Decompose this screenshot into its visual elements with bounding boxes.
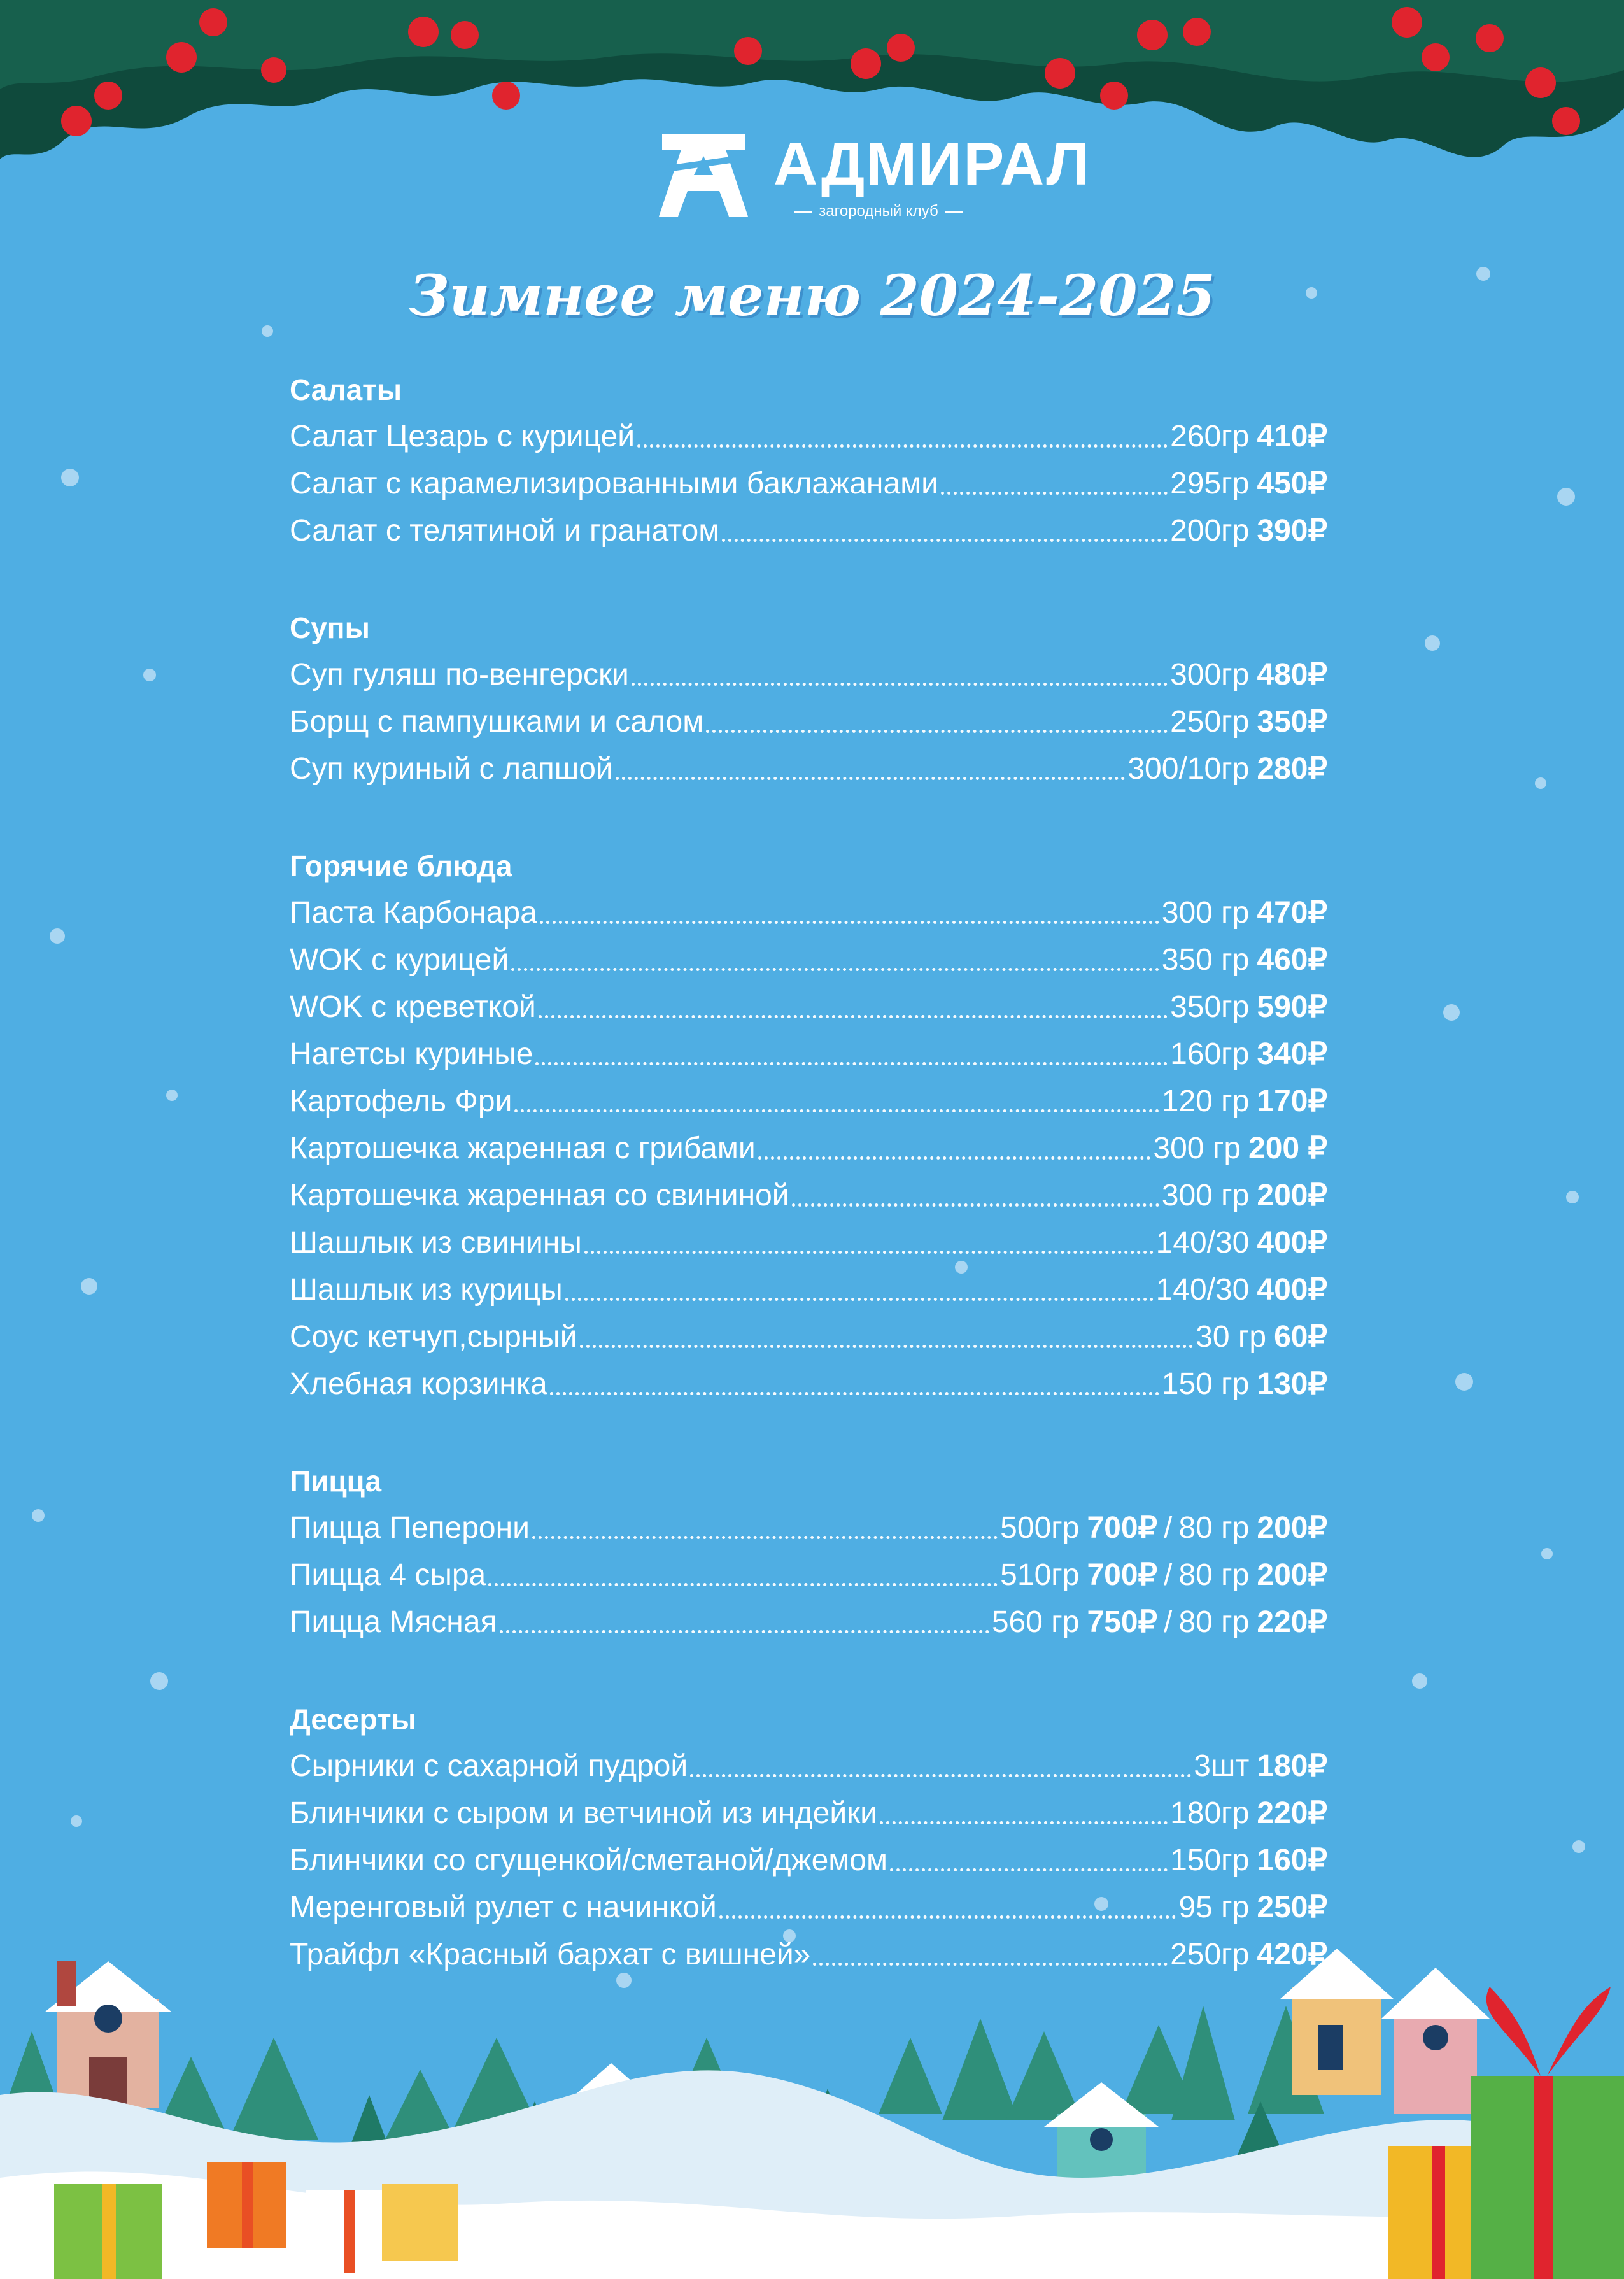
menu-item xyxy=(290,1884,1327,1931)
item-weight: 150гр xyxy=(1170,1843,1250,1877)
dot-leader xyxy=(880,1821,1168,1824)
menu-item xyxy=(290,890,1327,937)
item-weight: 250гр xyxy=(1170,1938,1250,1971)
item-weight-small: 80 гр xyxy=(1178,1558,1250,1592)
item-name: Борщ с пампушками и салом xyxy=(290,705,704,739)
item-weight: 295гр xyxy=(1170,467,1250,501)
item-name: Суп гуляш по-венгерски xyxy=(290,658,629,692)
item-name: Салат с карамелизированными баклажанами xyxy=(290,467,938,501)
item-weight: 350гр xyxy=(1170,990,1250,1024)
item-name: Шашлык из курицы xyxy=(290,1273,563,1307)
item-weight: 3шт xyxy=(1194,1749,1250,1783)
dot-leader xyxy=(758,1156,1151,1160)
section-title: Салаты xyxy=(290,373,402,406)
item-weight: 120 гр xyxy=(1161,1084,1250,1118)
item-price: 60₽ xyxy=(1274,1320,1327,1354)
dot-leader xyxy=(584,1251,1154,1254)
item-price: 400₽ xyxy=(1257,1273,1327,1307)
dot-leader xyxy=(706,730,1168,733)
menu-item xyxy=(290,1931,1327,1978)
item-name: Трайфл «Красный бархат с вишней» xyxy=(290,1938,811,1971)
item-name: Меренговый рулет с начинкой xyxy=(290,1891,717,1924)
item-weight: 30 гр xyxy=(1196,1320,1267,1354)
dot-leader xyxy=(719,1915,1176,1919)
item-price: 180₽ xyxy=(1257,1749,1327,1783)
item-name: Картофель Фри xyxy=(290,1084,512,1118)
item-weight: 160гр xyxy=(1170,1037,1250,1071)
item-price: 390₽ xyxy=(1257,514,1327,548)
menu-item xyxy=(290,508,1327,555)
menu-item xyxy=(290,460,1327,508)
menu-item xyxy=(290,984,1327,1031)
item-price: 590₽ xyxy=(1257,990,1327,1024)
menu-item xyxy=(290,699,1327,746)
menu-item xyxy=(290,1219,1327,1267)
item-weight: 500гр xyxy=(1000,1511,1080,1545)
dot-leader xyxy=(565,1298,1154,1301)
item-price-small: 220₽ xyxy=(1257,1605,1327,1639)
menu-item xyxy=(290,651,1327,699)
price-separator: / xyxy=(1164,1605,1173,1639)
brand-name: АДМИРАЛ xyxy=(773,130,1091,198)
dot-leader xyxy=(890,1868,1168,1871)
item-name: Картошечка жаренная с грибами xyxy=(290,1132,756,1165)
item-name: Блинчики со сгущенкой/сметаной/джемом xyxy=(290,1843,887,1877)
item-weight: 300 гр xyxy=(1161,896,1250,930)
item-weight: 510гр xyxy=(1000,1558,1080,1592)
menu-section xyxy=(290,1458,1327,1646)
menu-list xyxy=(290,366,1327,2028)
menu-section xyxy=(290,604,1327,793)
menu-item xyxy=(290,413,1327,460)
item-name: Соус кетчуп,сырный xyxy=(290,1320,577,1354)
item-name: Картошечка жаренная со свининой xyxy=(290,1179,789,1212)
item-weight-small: 80 гр xyxy=(1178,1511,1250,1545)
price-separator: / xyxy=(1164,1511,1173,1545)
item-price: 420₽ xyxy=(1257,1938,1327,1971)
item-weight: 350 гр xyxy=(1161,943,1250,977)
item-price: 340₽ xyxy=(1257,1037,1327,1071)
item-weight: 250гр xyxy=(1170,705,1250,739)
item-price: 700₽ xyxy=(1087,1558,1158,1592)
item-price: 410₽ xyxy=(1257,420,1327,453)
item-weight: 300 гр xyxy=(1161,1179,1250,1212)
dot-leader xyxy=(539,1015,1168,1018)
item-price: 750₽ xyxy=(1087,1605,1158,1639)
item-weight: 180гр xyxy=(1170,1796,1250,1830)
item-name: Хлебная корзинка xyxy=(290,1367,547,1401)
dot-leader xyxy=(535,1062,1168,1065)
item-price: 460₽ xyxy=(1257,943,1327,977)
item-price: 170₽ xyxy=(1257,1084,1327,1118)
dot-leader xyxy=(511,968,1159,971)
item-name: Салат Цезарь с курицей xyxy=(290,420,635,453)
item-weight: 140/30 xyxy=(1155,1226,1250,1260)
item-weight: 140/30 xyxy=(1155,1273,1250,1307)
menu-item xyxy=(290,1172,1327,1219)
menu-item xyxy=(290,1599,1327,1646)
item-price: 160₽ xyxy=(1257,1843,1327,1877)
dot-leader xyxy=(813,1963,1168,1966)
brand-subtitle: загородный клуб xyxy=(773,204,984,219)
item-name: Нагетсы куриные xyxy=(290,1037,533,1071)
item-price: 700₽ xyxy=(1087,1511,1158,1545)
brand-logo xyxy=(656,115,1091,229)
menu-section xyxy=(290,366,1327,555)
section-title: Супы xyxy=(290,611,370,644)
admiral-logo-icon xyxy=(656,121,751,223)
menu-item xyxy=(290,1361,1327,1408)
item-name: Пицца 4 сыра xyxy=(290,1558,486,1592)
dot-leader xyxy=(722,539,1168,542)
item-price: 200₽ xyxy=(1257,1179,1327,1212)
menu-section xyxy=(290,842,1327,1408)
section-title: Горячие блюда xyxy=(290,849,512,883)
dot-leader xyxy=(488,1583,998,1586)
dot-leader xyxy=(532,1536,998,1539)
page-title: Зимнее меню 2024-2025 xyxy=(409,262,1215,329)
item-weight: 200гр xyxy=(1170,514,1250,548)
menu-item xyxy=(290,1078,1327,1125)
price-separator: / xyxy=(1164,1558,1173,1592)
item-price: 200 ₽ xyxy=(1248,1132,1327,1165)
item-price: 130₽ xyxy=(1257,1367,1327,1401)
item-name: Сырники с сахарной пудрой xyxy=(290,1749,688,1783)
item-name: Пицца Пеперони xyxy=(290,1511,530,1545)
item-name: WOK с курицей xyxy=(290,943,509,977)
item-name: Суп куриный с лапшой xyxy=(290,752,613,786)
menu-item xyxy=(290,1837,1327,1884)
dot-leader xyxy=(637,444,1168,448)
dot-leader xyxy=(632,683,1168,686)
menu-item xyxy=(290,1314,1327,1361)
dot-leader xyxy=(500,1630,989,1633)
dot-leader xyxy=(616,777,1126,780)
dot-leader xyxy=(540,921,1159,924)
menu-item xyxy=(290,1552,1327,1599)
item-price: 250₽ xyxy=(1257,1891,1327,1924)
item-weight: 260гр xyxy=(1170,420,1250,453)
dot-leader xyxy=(550,1392,1159,1395)
menu-item xyxy=(290,746,1327,793)
item-name: WOK с креветкой xyxy=(290,990,536,1024)
item-weight: 300гр xyxy=(1170,658,1250,692)
menu-item xyxy=(290,1125,1327,1172)
dot-leader xyxy=(514,1109,1159,1112)
menu-item xyxy=(290,1743,1327,1790)
dot-leader xyxy=(690,1774,1191,1777)
menu-item xyxy=(290,1031,1327,1078)
item-name: Блинчики с сыром и ветчиной из индейки xyxy=(290,1796,877,1830)
item-price: 220₽ xyxy=(1257,1796,1327,1830)
menu-item xyxy=(290,1505,1327,1552)
section-title: Пицца xyxy=(290,1465,382,1498)
item-weight-small: 80 гр xyxy=(1178,1605,1250,1639)
item-weight: 560 гр xyxy=(991,1605,1080,1639)
dot-leader xyxy=(580,1345,1194,1348)
item-weight: 300 гр xyxy=(1153,1132,1241,1165)
item-weight: 95 гр xyxy=(1178,1891,1250,1924)
item-price: 280₽ xyxy=(1257,752,1327,786)
menu-item xyxy=(290,937,1327,984)
item-price: 470₽ xyxy=(1257,896,1327,930)
item-name: Пицца Мясная xyxy=(290,1605,497,1639)
item-price-small: 200₽ xyxy=(1257,1511,1327,1545)
item-weight: 300/10гр xyxy=(1127,752,1250,786)
item-weight: 150 гр xyxy=(1161,1367,1250,1401)
item-price: 350₽ xyxy=(1257,705,1327,739)
house xyxy=(45,1961,172,2108)
section-title: Десерты xyxy=(290,1703,416,1736)
item-name: Шашлык из свинины xyxy=(290,1226,582,1260)
item-name: Салат с телятиной и гранатом xyxy=(290,514,720,548)
item-price: 400₽ xyxy=(1257,1226,1327,1260)
menu-item xyxy=(290,1267,1327,1314)
item-price: 480₽ xyxy=(1257,658,1327,692)
menu-section xyxy=(290,1696,1327,1978)
menu-item xyxy=(290,1790,1327,1837)
item-price: 450₽ xyxy=(1257,467,1327,501)
item-price-small: 200₽ xyxy=(1257,1558,1327,1592)
dot-leader xyxy=(941,492,1168,495)
item-name: Паста Карбонара xyxy=(290,896,537,930)
dot-leader xyxy=(792,1203,1159,1207)
